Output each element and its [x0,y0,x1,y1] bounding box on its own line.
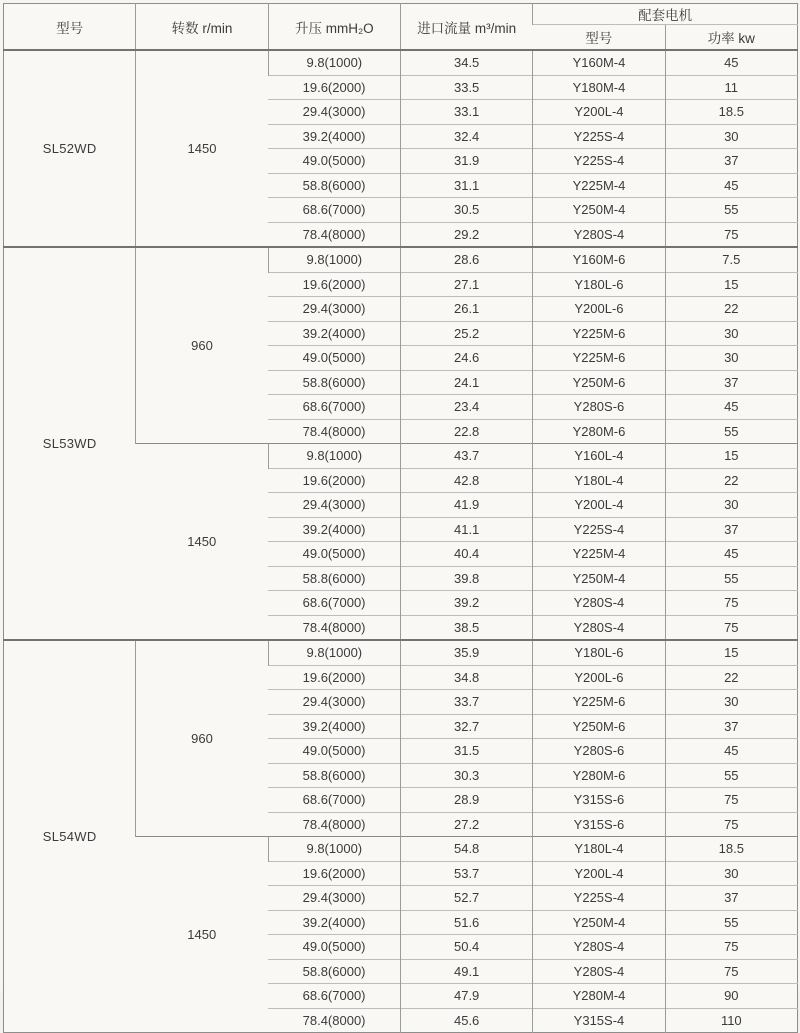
header-motor-model: 型号 [533,25,665,51]
flow-cell: 27.1 [400,272,532,297]
pressure-cell: 78.4(8000) [268,812,400,837]
flow-cell: 38.5 [400,615,532,640]
flow-cell: 39.2 [400,591,532,616]
pressure-cell: 29.4(3000) [268,690,400,715]
flow-cell: 23.4 [400,395,532,420]
motor-power-cell: 22 [665,297,797,322]
motor-model-cell: Y180L-4 [533,837,665,862]
pressure-cell: 9.8(1000) [268,640,400,665]
pressure-cell: 68.6(7000) [268,198,400,223]
motor-model-cell: Y250M-4 [533,910,665,935]
motor-model-cell: Y315S-4 [533,1008,665,1033]
motor-model-cell: Y225M-6 [533,346,665,371]
motor-model-cell: Y180L-4 [533,468,665,493]
motor-model-cell: Y180M-4 [533,75,665,100]
flow-cell: 34.5 [400,50,532,75]
motor-power-cell: 18.5 [665,837,797,862]
pressure-cell: 29.4(3000) [268,297,400,322]
motor-power-cell: 45 [665,173,797,198]
motor-model-cell: Y225M-6 [533,690,665,715]
motor-power-cell: 45 [665,739,797,764]
pressure-cell: 9.8(1000) [268,50,400,75]
pressure-cell: 39.2(4000) [268,910,400,935]
flow-cell: 34.8 [400,665,532,690]
speed-cell: 960 [136,640,268,837]
flow-cell: 50.4 [400,935,532,960]
motor-power-cell: 37 [665,149,797,174]
flow-cell: 31.9 [400,149,532,174]
header-row-1 [4,4,798,25]
pressure-cell: 58.8(6000) [268,370,400,395]
pressure-cell: 68.6(7000) [268,788,400,813]
motor-power-cell: 37 [665,370,797,395]
model-cell: SL54WD [4,640,136,1033]
speed-cell: 960 [136,247,268,444]
motor-power-cell: 75 [665,222,797,247]
motor-model-cell: Y250M-4 [533,566,665,591]
flow-cell: 32.4 [400,124,532,149]
motor-model-cell: Y280M-6 [533,763,665,788]
pressure-cell: 58.8(6000) [268,566,400,591]
pressure-cell: 39.2(4000) [268,517,400,542]
table-body [4,50,798,1033]
motor-power-cell: 30 [665,690,797,715]
motor-model-cell: Y200L-4 [533,100,665,125]
motor-power-cell: 75 [665,959,797,984]
motor-power-cell: 55 [665,566,797,591]
motor-model-cell: Y280S-6 [533,739,665,764]
motor-power-cell: 75 [665,591,797,616]
pressure-cell: 9.8(1000) [268,444,400,469]
pressure-cell: 58.8(6000) [268,173,400,198]
pressure-cell: 39.2(4000) [268,124,400,149]
motor-model-cell: Y160M-6 [533,247,665,272]
flow-cell: 53.7 [400,861,532,886]
header-speed: 转数 r/min [136,4,268,51]
flow-cell: 32.7 [400,714,532,739]
flow-cell: 47.9 [400,984,532,1009]
flow-cell: 28.9 [400,788,532,813]
pressure-cell: 78.4(8000) [268,615,400,640]
motor-power-cell: 30 [665,321,797,346]
model-cell: SL52WD [4,50,136,247]
pressure-cell: 78.4(8000) [268,222,400,247]
motor-model-cell: Y280S-6 [533,395,665,420]
motor-power-cell: 22 [665,665,797,690]
motor-power-cell: 30 [665,124,797,149]
motor-model-cell: Y315S-6 [533,788,665,813]
pressure-cell: 49.0(5000) [268,739,400,764]
motor-power-cell: 22 [665,468,797,493]
motor-model-cell: Y280S-4 [533,222,665,247]
flow-cell: 33.7 [400,690,532,715]
pressure-cell: 78.4(8000) [268,419,400,444]
motor-power-cell: 37 [665,714,797,739]
flow-cell: 30.5 [400,198,532,223]
motor-power-cell: 45 [665,542,797,567]
motor-model-cell: Y225S-4 [533,517,665,542]
motor-model-cell: Y225S-4 [533,124,665,149]
flow-cell: 27.2 [400,812,532,837]
spec-table [3,3,798,1033]
pressure-cell: 9.8(1000) [268,247,400,272]
flow-cell: 26.1 [400,297,532,322]
flow-cell: 43.7 [400,444,532,469]
motor-power-cell: 37 [665,886,797,911]
pressure-cell: 68.6(7000) [268,395,400,420]
motor-model-cell: Y250M-4 [533,198,665,223]
motor-power-cell: 90 [665,984,797,1009]
flow-cell: 41.1 [400,517,532,542]
pressure-cell: 78.4(8000) [268,1008,400,1033]
header-motor-power: 功率 kw [665,25,797,51]
flow-cell: 24.1 [400,370,532,395]
motor-model-cell: Y250M-6 [533,714,665,739]
flow-cell: 31.5 [400,739,532,764]
flow-cell: 41.9 [400,493,532,518]
header-motor-group: 配套电机 [533,4,798,25]
pressure-cell: 49.0(5000) [268,149,400,174]
motor-power-cell: 30 [665,861,797,886]
header-model: 型号 [56,20,84,36]
motor-power-cell: 55 [665,910,797,935]
motor-power-cell: 15 [665,272,797,297]
flow-cell: 29.2 [400,222,532,247]
flow-cell: 42.8 [400,468,532,493]
pressure-cell: 58.8(6000) [268,763,400,788]
table-row [4,640,798,665]
pressure-cell: 9.8(1000) [268,837,400,862]
flow-cell: 51.6 [400,910,532,935]
pressure-cell: 29.4(3000) [268,493,400,518]
flow-cell: 54.8 [400,837,532,862]
pressure-cell: 49.0(5000) [268,346,400,371]
pressure-cell: 19.6(2000) [268,665,400,690]
model-cell: SL53WD [4,247,136,640]
motor-model-cell: Y250M-6 [533,370,665,395]
pressure-cell: 19.6(2000) [268,75,400,100]
pressure-cell: 19.6(2000) [268,861,400,886]
motor-power-cell: 75 [665,935,797,960]
speed-cell: 1450 [136,50,268,247]
motor-power-cell: 37 [665,517,797,542]
motor-model-cell: Y200L-6 [533,297,665,322]
pressure-cell: 19.6(2000) [268,272,400,297]
flow-cell: 49.1 [400,959,532,984]
motor-model-cell: Y280S-4 [533,935,665,960]
pressure-cell: 49.0(5000) [268,935,400,960]
motor-power-cell: 55 [665,198,797,223]
motor-power-cell: 55 [665,763,797,788]
motor-power-cell: 75 [665,788,797,813]
flow-cell: 22.8 [400,419,532,444]
flow-cell: 40.4 [400,542,532,567]
pressure-cell: 68.6(7000) [268,984,400,1009]
pressure-cell: 39.2(4000) [268,321,400,346]
motor-power-cell: 18.5 [665,100,797,125]
motor-model-cell: Y280S-4 [533,615,665,640]
table-row [4,50,798,75]
flow-cell: 33.5 [400,75,532,100]
pressure-cell: 19.6(2000) [268,468,400,493]
pressure-cell: 58.8(6000) [268,959,400,984]
header-flow: 进口流量 m³/min [400,4,532,51]
motor-model-cell: Y280M-4 [533,984,665,1009]
motor-model-cell: Y225S-4 [533,886,665,911]
motor-model-cell: Y225M-6 [533,321,665,346]
motor-model-cell: Y280S-4 [533,591,665,616]
motor-power-cell: 110 [665,1008,797,1033]
motor-model-cell: Y200L-4 [533,493,665,518]
table-row [4,247,798,272]
motor-power-cell: 45 [665,395,797,420]
motor-power-cell: 75 [665,615,797,640]
pressure-cell: 39.2(4000) [268,714,400,739]
motor-model-cell: Y180L-6 [533,272,665,297]
pressure-cell: 49.0(5000) [268,542,400,567]
pressure-cell: 68.6(7000) [268,591,400,616]
pressure-cell: 29.4(3000) [268,886,400,911]
speed-cell: 1450 [136,837,268,1033]
flow-cell: 30.3 [400,763,532,788]
motor-model-cell: Y200L-4 [533,861,665,886]
motor-model-cell: Y225M-4 [533,173,665,198]
motor-power-cell: 75 [665,812,797,837]
motor-model-cell: Y160M-4 [533,50,665,75]
flow-cell: 25.2 [400,321,532,346]
motor-model-cell: Y225M-4 [533,542,665,567]
motor-power-cell: 15 [665,640,797,665]
motor-power-cell: 30 [665,346,797,371]
motor-model-cell: Y200L-6 [533,665,665,690]
flow-cell: 28.6 [400,247,532,272]
flow-cell: 31.1 [400,173,532,198]
motor-model-cell: Y280S-4 [533,959,665,984]
motor-power-cell: 30 [665,493,797,518]
motor-power-cell: 11 [665,75,797,100]
motor-model-cell: Y180L-6 [533,640,665,665]
flow-cell: 45.6 [400,1008,532,1033]
flow-cell: 24.6 [400,346,532,371]
motor-model-cell: Y160L-4 [533,444,665,469]
motor-model-cell: Y280M-6 [533,419,665,444]
flow-cell: 39.8 [400,566,532,591]
header-pressure: 升压 mmH₂O [268,4,400,51]
table-header [4,4,798,51]
motor-power-cell: 7.5 [665,247,797,272]
motor-power-cell: 55 [665,419,797,444]
flow-cell: 52.7 [400,886,532,911]
motor-model-cell: Y315S-6 [533,812,665,837]
speed-cell: 1450 [136,444,268,641]
motor-power-cell: 45 [665,50,797,75]
pressure-cell: 29.4(3000) [268,100,400,125]
motor-power-cell: 15 [665,444,797,469]
motor-model-cell: Y225S-4 [533,149,665,174]
flow-cell: 33.1 [400,100,532,125]
flow-cell: 35.9 [400,640,532,665]
